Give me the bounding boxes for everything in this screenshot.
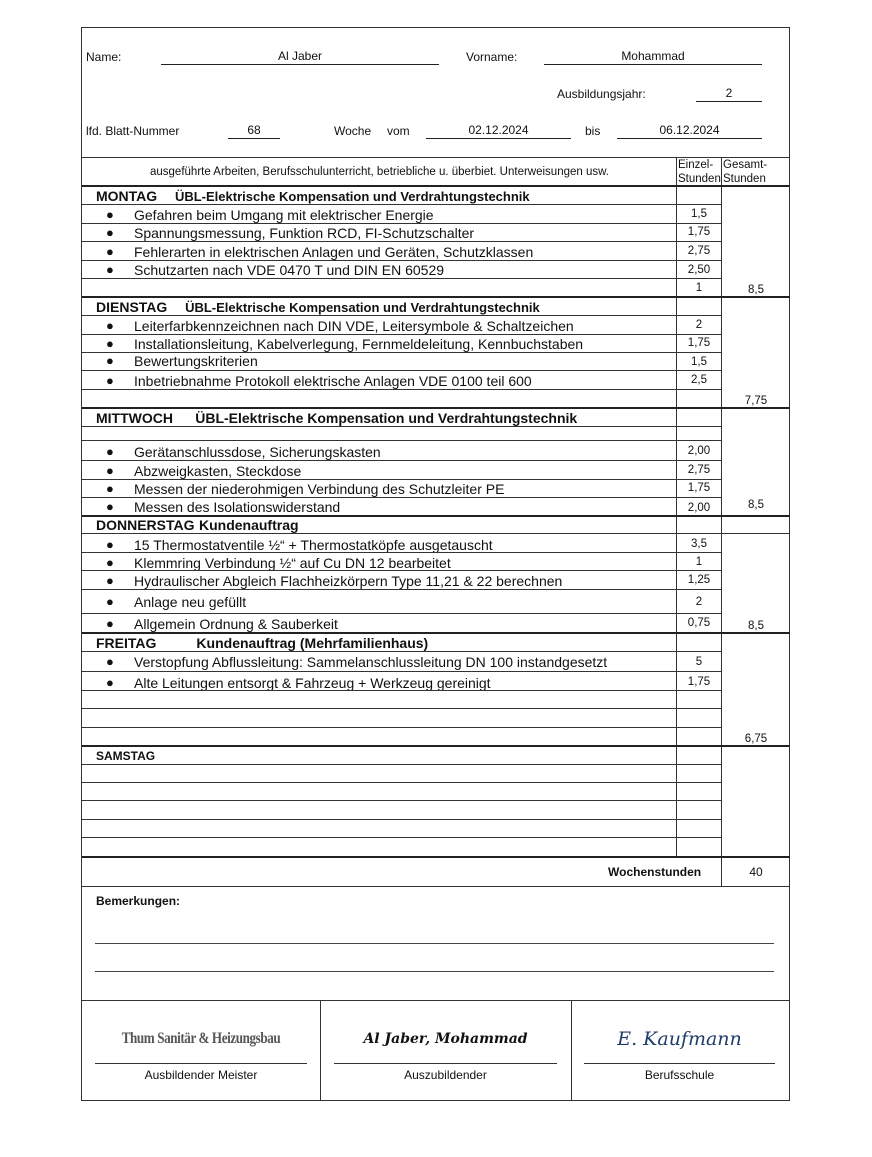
bullet-icon: ● xyxy=(106,555,114,570)
company-stamp: Thum Sanitär & Heizungsbau xyxy=(121,1030,281,1047)
bullet-icon: ● xyxy=(106,373,114,388)
woche-label: Woche xyxy=(334,124,372,138)
table-row xyxy=(82,224,677,242)
row-text: Spannungsmessung, Funktion RCD, FI-Schutzschalter xyxy=(134,225,475,241)
day-subject: Kundenauftrag xyxy=(198,517,299,533)
einzel-hours: 1,5 xyxy=(691,356,707,368)
row-line xyxy=(82,690,721,691)
row-text: 15 Thermostatventile ½“ + Thermostatköpfe ausgetauscht xyxy=(134,537,493,553)
day-name: DONNERSTAG xyxy=(96,517,195,533)
einzel-hours: 2 xyxy=(695,319,703,331)
table-row xyxy=(82,206,677,224)
school-signature: E. Kaufmann xyxy=(617,1028,742,1050)
einzel-hours: 1,5 xyxy=(691,208,707,220)
einzel-hours: 2,75 xyxy=(687,464,711,476)
day-name: SAMSTAG xyxy=(96,749,156,763)
bullet-icon: ● xyxy=(106,616,114,631)
bullet-icon: ● xyxy=(106,537,114,552)
einzel-hours: 1,75 xyxy=(687,226,711,238)
table-row xyxy=(82,261,677,279)
einzel-hours: 3,5 xyxy=(691,538,707,550)
row-line xyxy=(82,613,721,614)
day-name: DIENSTAG xyxy=(96,299,168,315)
row-line xyxy=(82,278,721,279)
row-line xyxy=(82,837,721,838)
row-text: Verstopfung Abflussleitung: Sammelanschlussleitung DN 100 instandgesetzt xyxy=(134,654,608,670)
gesamt-header-1: Gesamt- xyxy=(723,159,768,171)
einzel-hours: 2,75 xyxy=(687,245,711,257)
einzel-hours: 2,00 xyxy=(687,445,711,457)
bullet-icon: ● xyxy=(106,573,114,588)
row-line xyxy=(82,426,721,427)
bullet-icon: ● xyxy=(106,318,114,333)
bullet-icon: ● xyxy=(106,481,114,496)
row-line xyxy=(82,370,721,371)
row-line xyxy=(82,727,721,728)
signature-divider xyxy=(320,1000,321,1100)
row-line xyxy=(82,204,721,205)
row-text: Bewertungskriterien xyxy=(134,353,258,369)
einzel-header-1: Einzel- xyxy=(678,159,714,171)
bullet-icon: ● xyxy=(106,262,114,277)
table-row xyxy=(82,498,677,516)
einzel-hours: 1 xyxy=(695,556,703,568)
table-row xyxy=(82,480,677,498)
table-top-border xyxy=(82,157,790,158)
bullet-icon: ● xyxy=(106,244,114,259)
gesamt-hours-donnerstag: 8,5 xyxy=(748,620,764,632)
row-text: Anlage neu gefüllt xyxy=(134,594,247,610)
name-field[interactable]: Al Jaber xyxy=(161,49,439,65)
table-row xyxy=(82,335,677,353)
bullet-icon: ● xyxy=(106,336,114,351)
signature-line xyxy=(334,1063,557,1064)
remarks-line[interactable] xyxy=(95,943,774,944)
row-line xyxy=(82,552,721,553)
einzel-hours: 1,75 xyxy=(687,482,711,494)
row-line xyxy=(82,782,721,783)
row-line xyxy=(82,315,721,316)
row-line xyxy=(82,389,721,390)
day-separator xyxy=(82,632,790,634)
table-row xyxy=(82,572,677,590)
trainee-signature: Al Jaber, Mohammad xyxy=(363,1031,528,1047)
row-line xyxy=(82,764,721,765)
table-row xyxy=(82,372,677,390)
row-text: Inbetriebnahme Protokoll elektrische Anlagen VDE 0100 teil 600 xyxy=(134,373,532,389)
row-line xyxy=(82,440,721,441)
day-name: FREITAG xyxy=(96,635,157,651)
table-row xyxy=(82,443,677,461)
gesamt-hours-mittwoch: 8,5 xyxy=(748,499,764,511)
row-line xyxy=(82,241,721,242)
row-text: Installationsleitung, Kabelverlegung, Fernmeldeleitung, Kennbuchstaben xyxy=(134,336,584,352)
bullet-icon: ● xyxy=(106,444,114,459)
einzel-hours: 1,25 xyxy=(687,574,711,586)
table-row xyxy=(82,653,677,671)
blatt-nummer-field[interactable]: 68 xyxy=(228,123,280,139)
row-text: Messen der niederohmigen Verbindung des Schutzleiter PE xyxy=(134,481,505,497)
bullet-icon: ● xyxy=(106,654,114,669)
activities-column-header: ausgeführte Arbeiten, Berufsschulunterricht, betriebliche u. überbiet. Unterweisungen usw. xyxy=(150,166,609,178)
bullet-icon: ● xyxy=(106,225,114,240)
day-subject: ÜBL-Elektrische Kompensation und Verdrahtungstechnik xyxy=(195,410,578,426)
bullet-icon: ● xyxy=(106,353,114,368)
table-row xyxy=(82,352,677,370)
day-subject: ÜBL-Elektrische Kompensation und Verdrahtungstechnik xyxy=(185,300,540,315)
bullet-icon: ● xyxy=(106,675,114,690)
row-line xyxy=(82,589,721,590)
signature-role-schule: Berufsschule xyxy=(644,1068,715,1082)
signature-role-meister: Ausbildender Meister xyxy=(144,1068,258,1082)
row-text: Gerätanschlussdose, Sicherungskasten xyxy=(134,444,381,460)
bis-date-field[interactable]: 06.12.2024 xyxy=(617,123,762,139)
signature-role-azubi: Auszubildender xyxy=(404,1068,487,1082)
vorname-label: Vorname: xyxy=(466,50,518,64)
row-text: Schutzarten nach VDE 0470 T und DIN EN 60529 xyxy=(134,262,445,278)
name-label: Name: xyxy=(86,50,122,64)
day-separator xyxy=(82,745,790,747)
row-line xyxy=(82,533,790,534)
row-text: Messen des Isolationswiderstand xyxy=(134,499,341,515)
signature-top-border xyxy=(82,1000,790,1001)
bullet-icon: ● xyxy=(106,463,114,478)
gesamt-hours-freitag: 6,75 xyxy=(744,733,768,745)
gesamt-header-2: Stunden xyxy=(723,173,766,185)
vorname-field[interactable]: Mohammad xyxy=(544,49,762,65)
row-line xyxy=(82,460,721,461)
einzel-hours: 2,50 xyxy=(687,264,711,276)
table-header-bottom xyxy=(82,185,790,187)
day-separator xyxy=(82,407,790,409)
row-text: Gefahren beim Umgang mit elektrischer Energie xyxy=(134,207,434,223)
gesamt-column-line xyxy=(721,157,722,886)
table-row xyxy=(82,615,677,633)
ausbildungsjahr-label: Ausbildungsjahr: xyxy=(557,87,646,101)
row-line xyxy=(82,570,721,571)
day-subject: ÜBL-Elektrische Kompensation und Verdrahtungstechnik xyxy=(174,189,530,204)
row-text: Abzweigkasten, Steckdose xyxy=(134,463,302,479)
row-line xyxy=(82,651,721,652)
einzel-hours: 2,00 xyxy=(687,502,711,514)
remarks-label: Bemerkungen: xyxy=(96,894,181,908)
bullet-icon: ● xyxy=(106,499,114,514)
vom-label: vom xyxy=(387,124,410,138)
einzel-hours: 2,5 xyxy=(691,374,707,386)
day-separator xyxy=(82,296,790,298)
table-row xyxy=(82,462,677,480)
gesamt-hours-dienstag: 7,75 xyxy=(744,395,768,407)
remarks-line[interactable] xyxy=(95,971,774,972)
remarks-top-border xyxy=(82,886,790,887)
row-text: Fehlerarten in elektrischen Anlagen und Geräten, Schutzklassen xyxy=(134,244,534,260)
einzel-header-2: Stunden xyxy=(678,173,721,185)
row-line xyxy=(82,708,721,709)
table-row xyxy=(82,593,677,611)
einzel-hours: 5 xyxy=(695,656,703,668)
bullet-icon: ● xyxy=(106,207,114,222)
signature-line xyxy=(95,1063,307,1064)
row-line xyxy=(82,819,721,820)
einzel-hours: 2 xyxy=(695,596,703,608)
wochenstunden-value: 40 xyxy=(749,865,763,879)
ausbildungsjahr-field[interactable]: 2 xyxy=(696,86,762,102)
table-row xyxy=(82,317,677,335)
day-header-samstag xyxy=(96,749,155,763)
wochenstunden-label: Wochenstunden xyxy=(608,865,702,879)
day-name: MONTAG xyxy=(96,188,158,204)
signature-divider xyxy=(571,1000,572,1100)
bis-label: bis xyxy=(585,124,601,138)
einzel-hours: 1,75 xyxy=(687,337,711,349)
gesamt-hours-montag: 8,5 xyxy=(748,284,764,296)
row-text: Alte Leitungen entsorgt & Fahrzeug + Werkzeug gereinigt xyxy=(134,675,491,691)
row-text: Allgemein Ordnung & Sauberkeit xyxy=(134,616,338,632)
row-text: Leiterfarbkennzeichnen nach DIN VDE, Leitersymbole & Schaltzeichen xyxy=(134,318,574,334)
day-subject: Kundenauftrag (Mehrfamilienhaus) xyxy=(196,635,429,651)
table-row xyxy=(82,243,677,261)
einzel-hours: 1,75 xyxy=(687,676,711,688)
table-bottom-border xyxy=(82,856,790,858)
row-text: Klemmring Verbindung ½“ auf Cu DN 12 bearbeitet xyxy=(134,555,451,571)
day-name: MITTWOCH xyxy=(96,410,173,426)
einzel-hours: 0,75 xyxy=(687,617,711,629)
row-line xyxy=(82,800,721,801)
einzel-hours: 1 xyxy=(695,282,703,294)
row-line xyxy=(82,671,721,672)
signature-line xyxy=(584,1063,775,1064)
vom-date-field[interactable]: 02.12.2024 xyxy=(426,123,571,139)
row-text: Hydraulischer Abgleich Flachheizkörpern Type 11,21 & 22 berechnen xyxy=(134,573,563,589)
bullet-icon: ● xyxy=(106,594,114,609)
blatt-nummer-label: lfd. Blatt-Nummer xyxy=(86,124,180,138)
